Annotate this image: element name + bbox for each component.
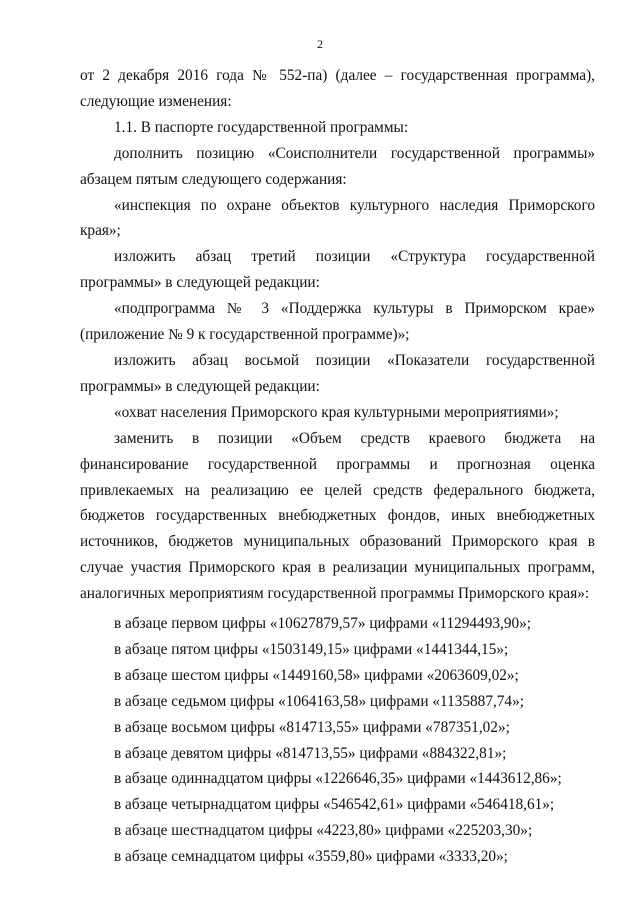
paragraph-co-executors: дополнить позицию «Соисполнители государственной программы» абзацем пятым следующего содержания: xyxy=(80,144,595,188)
replacement-line: в абзаце первом цифры «10627879,57» цифрами «11294493,90»; xyxy=(114,615,532,633)
paragraph-section-1-1: 1.1. В паспорте государственной программы: xyxy=(114,118,409,136)
paragraph-coverage: «охват населения Приморского края культурными мероприятиями»; xyxy=(114,403,559,421)
paragraph-replace-funding: заменить в позиции «Объем средств краевого бюджета на финансирование государственной программы и прогнозная оценка привлекаемых на реализацию ее целей средств федерального бюджета, бюджетов государственных внебюджетных фондов, иных внебюджетных источников, бюджетов муниципальных образований Приморского края в случае участия Приморского края в реализации муниципальных программ, аналогичных мероприятиям государственной программы Приморского края»: xyxy=(80,429,595,603)
document-body xyxy=(80,63,595,870)
paragraph-subprogram: «подпрограмма № 3 «Поддержка культуры в Приморском крае» (приложение № 9 к государственной программе)»; xyxy=(80,300,595,344)
replacement-line: в абзаце седьмом цифры «1064163,58» цифрами «1135887,74»; xyxy=(114,692,524,710)
replacement-line: в абзаце одиннадцатом цифры «1226646,35» цифрами «1443612,86»; xyxy=(114,770,562,788)
replacement-line: в абзаце восьмом цифры «814713,55» цифрами «787351,02»; xyxy=(114,718,510,736)
page-number: 2 xyxy=(317,37,323,51)
paragraph-intro: от 2 декабря 2016 года № 552-па) (далее – государственная программа), следующие изменения: xyxy=(80,67,595,110)
paragraph-indicators: изложить абзац восьмой позиции «Показатели государственной программы» в следующей редакции: xyxy=(80,351,595,395)
replacement-line: в абзаце четырнадцатом цифры «546542,61» цифрами «546418,61»; xyxy=(114,796,555,814)
replacement-line: в абзаце шестом цифры «1449160,58» цифрами «2063609,02»; xyxy=(114,666,519,684)
replacement-line: в абзаце шестнадцатом цифры «4223,80» цифрами «225203,30»; xyxy=(114,822,533,840)
replacement-line: в абзаце пятом цифры «1503149,15» цифрами «1441344,15»; xyxy=(114,640,509,658)
paragraph-inspection: «инспекция по охране объектов культурного наследия Приморского края»; xyxy=(80,196,595,240)
paragraph-structure: изложить абзац третий позиции «Структура государственной программы» в следующей редакции: xyxy=(80,248,595,292)
replacement-line: в абзаце семнадцатом цифры «3559,80» цифрами «3333,20»; xyxy=(114,848,508,866)
replacement-line: в абзаце девятом цифры «814713,55» цифрами «884322,81»; xyxy=(114,744,507,762)
